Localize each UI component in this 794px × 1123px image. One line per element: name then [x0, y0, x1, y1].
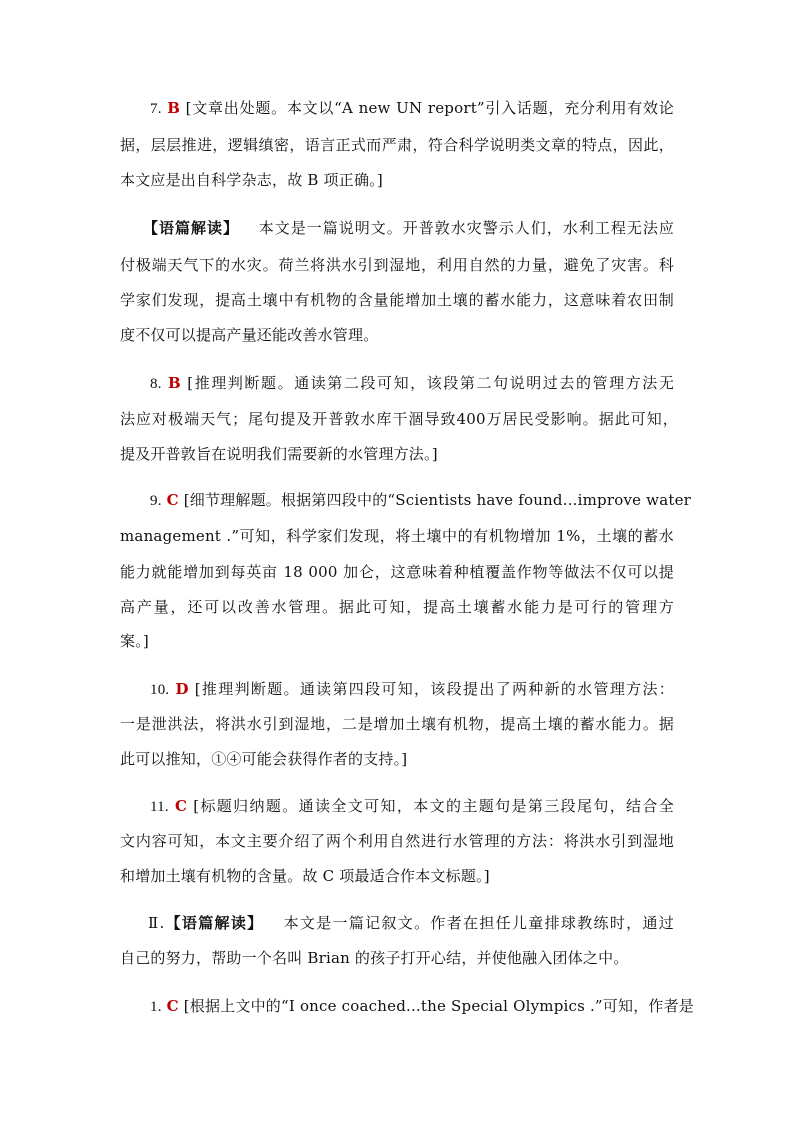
- q8-text-1: [推理判断题。通读第二段可知，该段第二句说明过去的管理方法无: [187, 374, 675, 392]
- q10-number: 10.: [150, 682, 170, 698]
- q1-answer: C: [166, 997, 179, 1015]
- passage2-prefix: Ⅱ.: [148, 914, 165, 932]
- passage1-label: 【语篇解读】: [143, 219, 240, 237]
- q1-text-1: [根据上文中的“I once coached...the Special Olympics .”可知，作者是: [183, 997, 694, 1015]
- q11-answer: C: [174, 797, 188, 815]
- q7-line-2: 据，层层推进，逻辑缜密，语言正式而严肃，符合科学说明类文章的特点，因此，: [120, 136, 674, 154]
- q9-number: 9.: [150, 493, 162, 509]
- q7-text-1: [文章出处题。本文以“A new UN report”引入话题，充分利用有效论: [185, 99, 675, 117]
- q10-line-3: 此可以推知，①④可能会获得作者的支持。]: [120, 750, 408, 768]
- q7-line-3: 本文应是出自科学杂志，故 B 项正确。]: [120, 171, 383, 189]
- q9-line-3: 能力就能增加到每英亩 18 000 加仑，这意味着种植覆盖作物等做法不仅可以提: [120, 563, 674, 581]
- q9-text-1: [细节理解题。根据第四段中的“Scientists have found...improve water: [183, 491, 692, 509]
- q7-line-1: [150, 98, 674, 119]
- passage1-line-4: 度不仅可以提高产量还能改善水管理。: [120, 326, 379, 344]
- q7-number: 7.: [150, 101, 162, 117]
- q11-line-2: 文内容可知，本文主要介绍了两个利用自然进行水管理的方法：将洪水引到湿地: [120, 832, 674, 850]
- q1-number: 1.: [150, 999, 162, 1015]
- q8-answer: B: [168, 374, 181, 392]
- passage2-label: 【语篇解读】: [164, 914, 264, 932]
- q9-answer: C: [166, 491, 179, 509]
- q9-line-1: [150, 490, 692, 511]
- q8-line-3: 提及开普敦旨在说明我们需要新的水管理方法。]: [120, 445, 438, 463]
- q11-text-1: [标题归纳题。通读全文可知，本文的主题句是第三段尾句，结合全: [193, 797, 674, 815]
- q10-line-1: [150, 679, 674, 700]
- passage1-text-1: 本文是一篇说明文。开普敦水灾警示人们，水利工程无法应: [258, 219, 675, 237]
- q8-number: 8.: [150, 376, 162, 392]
- passage1-line-1: [143, 218, 674, 238]
- passage2-line-1: [148, 913, 674, 933]
- q11-number: 11.: [150, 799, 169, 815]
- q9-line-2: management .”可知，科学家们发现，将土壤中的有机物增加 1%，土壤的蓄水: [120, 527, 674, 545]
- passage1-line-2: 付极端天气下的水灾。荷兰将洪水引到湿地，利用自然的力量，避免了灾害。科: [120, 256, 674, 274]
- q10-text-1: [推理判断题。通读第四段可知，该段提出了两种新的水管理方法：: [194, 680, 675, 698]
- q11-line-1: [150, 796, 674, 817]
- passage2-text-1: 本文是一篇记叙文。作者在担任儿童排球教练时，通过: [283, 914, 674, 932]
- q8-line-1: [150, 373, 674, 394]
- passage2-line-2: 自己的努力，帮助一个名叫 Brian 的孩子打开心结，并使他融入团体之中。: [120, 949, 629, 967]
- q8-line-2: 法应对极端天气；尾句提及开普敦水库干涸导致400万居民受影响。据此可知，: [120, 410, 678, 428]
- q1-line-1: [150, 996, 694, 1017]
- passage1-line-3: 学家们发现，提高土壤中有机物的含量能增加土壤的蓄水能力，这意味着农田制: [120, 291, 674, 309]
- q10-answer: D: [175, 680, 189, 698]
- q10-line-2: 一是泄洪法，将洪水引到湿地，二是增加土壤有机物，提高土壤的蓄水能力。据: [120, 715, 674, 733]
- q9-line-4: 高产量，还可以改善水管理。据此可知，提高土壤蓄水能力是可行的管理方: [120, 598, 674, 616]
- q9-line-5: 案。]: [120, 632, 149, 650]
- q7-answer: B: [167, 99, 181, 117]
- q11-line-3: 和增加土壤有机物的含量。故 C 项最适合作本文标题。]: [120, 867, 490, 885]
